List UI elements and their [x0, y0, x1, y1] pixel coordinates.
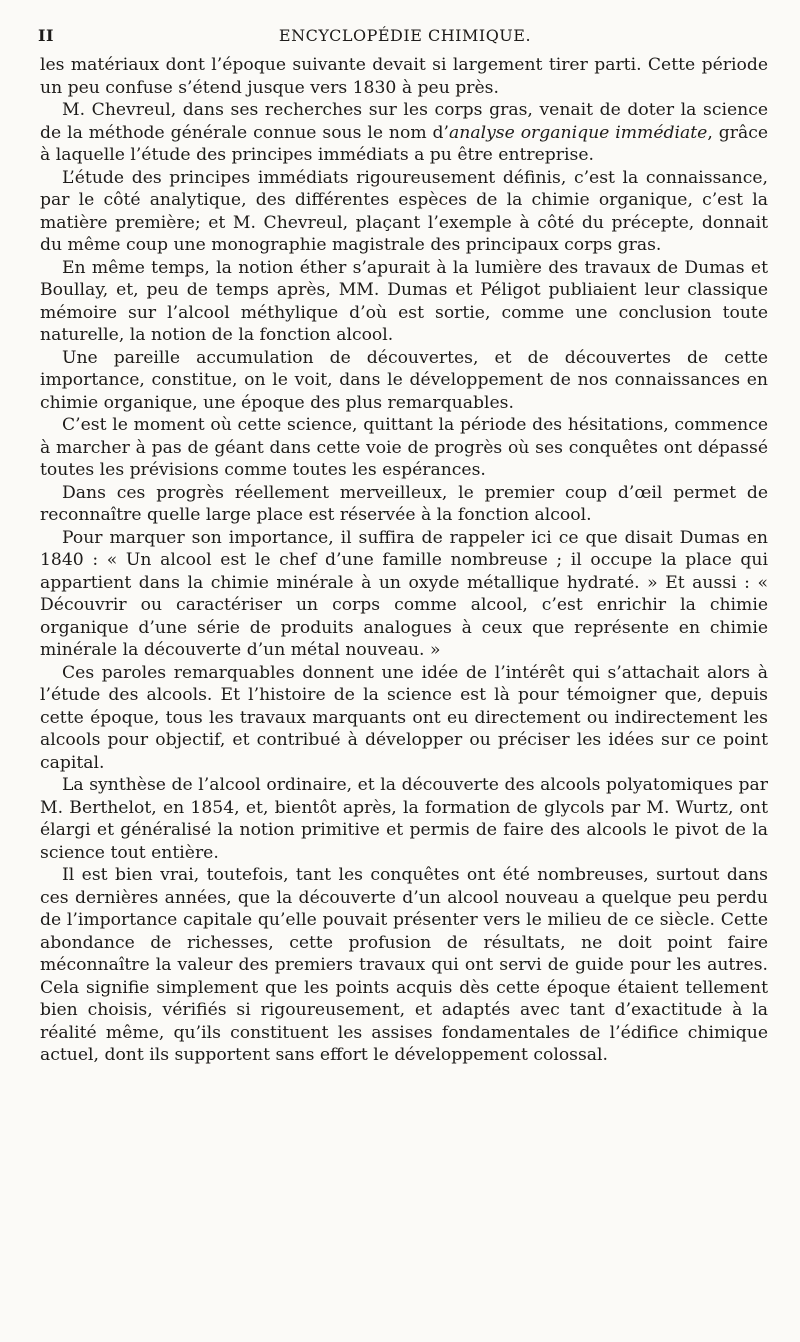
paragraph-dumas-quote: Pour marquer son importance, il suffira de rappeler ici ce que disait Dumas en 1840 : « Un alcool est le chef d’une famille nombreuse ; il occupe la place qui appartient dans la chimie minérale à un oxyde métallique hydraté. » Et aussi : « Découvrir ou caractériser un corps comme alcool, c’est enrichir la chimie organique d’une série de produits analogues à ceux que représente en chimie minérale la découverte d’un métal nouveau. » — [40, 527, 768, 660]
paragraph-continuation: les matériaux dont l’époque suivante devait si largement tirer parti. Cette période un peu confuse s’étend jusque vers 1830 à peu près. — [40, 55, 768, 98]
paragraph-synthese: La synthèse de l’alcool ordinaire, et la découverte des alcools polyatomiques par M. Berthelot, en 1854, et, bientôt après, la formation de glycols par M. Wurtz, ont élargi et généralisé la notion primitive et permis de faire des alcools le pivot de la science tout entière. — [40, 775, 768, 863]
running-title: ENCYCLOPÉDIE CHIMIQUE. — [278, 26, 532, 45]
paragraph-text: , grâce à laquelle l’étude des principes immédiats a pu être entreprise. — [40, 122, 768, 165]
paragraph-text: M. Chevreul, dans ses recherches sur les corps gras, venait de doter la science de la méthode générale connue sous le nom d’ — [40, 100, 768, 143]
emphasized-term: analyse organique immédiate — [449, 122, 708, 143]
paragraph-principes-immediats: L’étude des principes immédiats rigoureusement définis, c’est la connaissance, par le côté analytique, des différentes espèces de la chimie organique, c’est la matière première; et M. Chevreul, plaçant l’exemple à côté du précepte, donnait du même coup une monographie magistrale des principaux corps gras. — [40, 167, 768, 255]
paragraph-progres: Dans ces progrès réellement merveilleux, le premier coup d’œil permet de reconnaître quelle large place est réservée à la fonction alcool. — [40, 482, 768, 525]
page-number: II — [38, 26, 54, 45]
paragraph-paroles: Ces paroles remarquables donnent une idée de l’intérêt qui s’attachait alors à l’étude des alcools. Et l’histoire de la science est là pour témoigner que, depuis cette époque, tous les travaux marquants ont eu directement ou indirectement les alcools pour objectif, et contribué à développer ou préciser les idées sur ce point capital. — [40, 662, 768, 773]
paragraph-chevreul-method — [40, 99, 768, 167]
paragraph-conclusion: Il est bien vrai, toutefois, tant les conquêtes ont été nombreuses, surtout dans ces dernières années, que la découverte d’un alcool nouveau a quelque peu perdu de l’importance capitale qu’elle pouvait présenter vers le milieu de ce siècle. Cette abondance de richesses, cette profusion de résultats, ne doit point faire méconnaître la valeur des premiers travaux qui ont servi de guide pour les autres. Cela signifie simplement que les points acquis dès cette époque étaient tellement bien choisis, vérifiés si rigoureusement, et adaptés avec tant d’exactitude à la réalité même, qu’ils constituent les assises fondamentales de l’édifice chimique actuel, dont ils supportent sans effort le développement colossal. — [40, 865, 768, 1065]
paragraph-accumulation: Une pareille accumulation de découvertes, et de découvertes de cette importance, constitue, on le voit, dans le développement de nos connaissances en chimie organique, une époque des plus remarquables. — [40, 347, 768, 413]
paragraph-notion-ether: En même temps, la notion éther s’apurait à la lumière des travaux de Dumas et Boullay, et, peu de temps après, MM. Dumas et Péligot publiaient leur classique mémoire sur l’alcool méthylique d’où est sortie, comme une conclusion toute naturelle, la notion de la fonction alcool. — [40, 257, 768, 345]
paragraph-moment: C’est le moment où cette science, quittant la période des hésitations, commence à marcher à pas de géant dans cette voie de progrès où ses conquêtes ont dépassé toutes les prévisions comme toutes les espérances. — [40, 415, 768, 480]
body-text — [40, 54, 768, 1067]
page-header — [30, 22, 780, 48]
